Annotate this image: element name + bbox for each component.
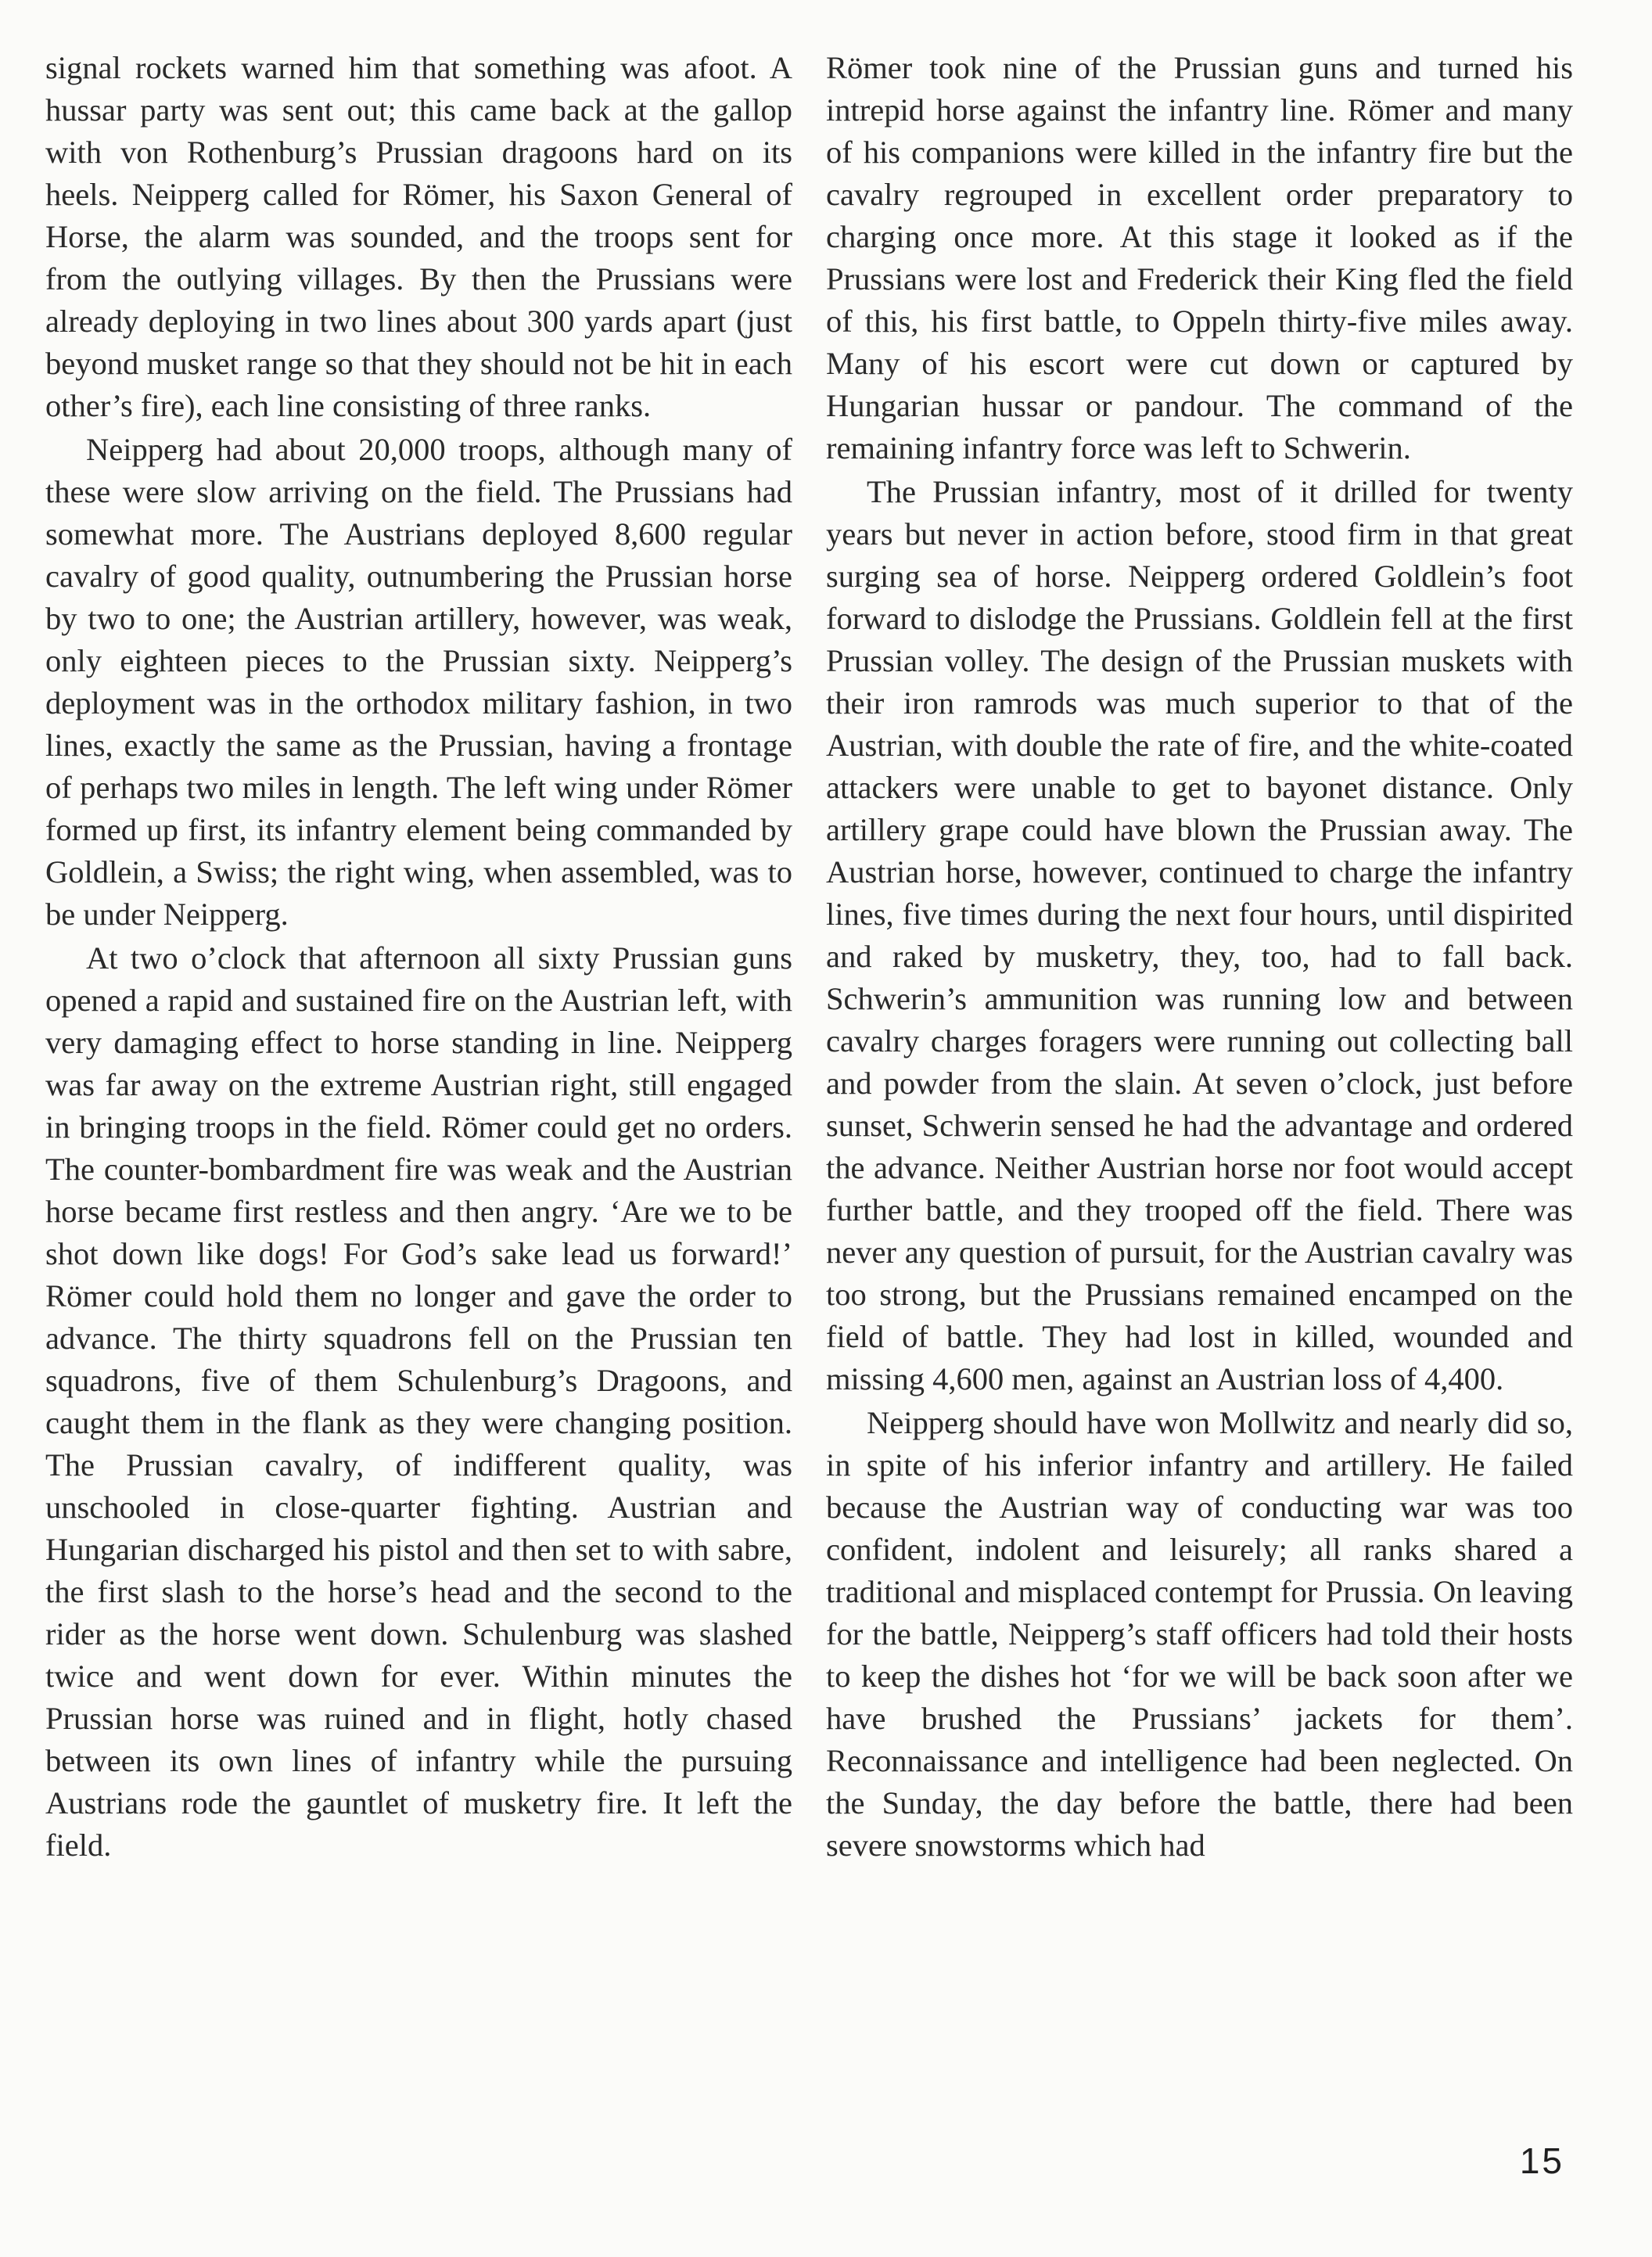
paragraph-left-3: At two o’clock that afternoon all sixty Prussian guns opened a rapid and sustained fire on the Austrian left, with very damaging effect to horse standing in line. Neipperg was far away on the extreme Austrian right, still engaged in bringing troops in the field. Römer could get no orders. The counter-bombardment fire was weak and the Austrian horse became first restless and then angry. ‘Are we to be shot down like dogs! For God’s sake lead us forward!’ Römer could hold them no longer and gave the order to advance. The thirty squadrons fell on the Prussian ten squadrons, five of them Schulenburg’s Dragoons, and caught them in the flank as they were changing position. The Prussian cavalry, of indifferent quality, was unschooled in close-quarter fighting. Austrian and Hungarian discharged his pistol and then set to with sabre, the first slash to the horse’s head and the second to the rider as the horse went down. Schulenburg was slashed twice and went down for ever. Within minutes the Prussian horse was ruined and in flight, hotly chased between its own lines of infantry while the pursuing Austrians rode the gauntlet of musketry fire. It left the field. bbox=[45, 940, 792, 1863]
paragraph-right-1: Römer took nine of the Prussian guns and turned his intrepid horse against the infantry line. Römer and many of his companions were killed in the infantry fire but the cavalry regrouped in excellent order preparatory to charging once more. At this stage it looked as if the Prussians were lost and Frederick their King fled the field of this, his first battle, to Oppeln thirty-five miles away. Many of his escort were cut down or captured by Hungarian hussar or pandour. The command of the remaining infantry force was left to Schwerin. bbox=[826, 50, 1573, 465]
paragraph-right-2: The Prussian infantry, most of it drilled for twenty years but never in action before, stood firm in that great surging sea of horse. Neipperg ordered Goldlein’s foot forward to dislodge the Prussians. Goldlein fell at the first Prussian volley. The design of the Prussian muskets with their iron ramrods was much superior to that of the Austrian, with double the rate of fire, and the white-coated attackers were unable to get to bayonet distance. Only artillery grape could have blown the Prussian away. The Austrian horse, however, continued to charge the infantry lines, five times during the next four hours, until dispirited and raked by musketry, they, too, had to fall back. Schwerin’s ammunition was running low and between cavalry charges foragers were running out collecting ball and powder from the slain. At seven o’clock, just before sunset, Schwerin sensed he had the advantage and ordered the advance. Neither Austrian horse nor foot would accept further battle, and they trooped off the field. There was never any question of pursuit, for the Austrian cavalry was too strong, but the Prussians remained encamped on the field of battle. They had lost in killed, wounded and missing 4,600 men, against an Austrian loss of 4,400. bbox=[826, 474, 1573, 1396]
paragraph-left-2: Neipperg had about 20,000 troops, although many of these were slow arriving on the field. The Prussians had somewhat more. The Austrians deployed 8,600 regular cavalry of good quality, outnumbering the Prussian horse by two to one; the Austrian artillery, however, was weak, only eighteen pieces to the Prussian sixty. Neipperg’s deployment was in the orthodox military fashion, in two lines, exactly the same as the Prussian, having a frontage of perhaps two miles in length. The left wing under Römer formed up first, its infantry element being commanded by Goldlein, a Swiss; the right wing, when assembled, was to be under Neipperg. bbox=[45, 432, 792, 932]
right-column bbox=[826, 47, 1573, 1867]
left-column bbox=[45, 47, 792, 1867]
paragraph-right-3: Neipperg should have won Mollwitz and nearly did so, in spite of his inferior infantry and artillery. He failed because the Austrian way of conducting war was too confident, indolent and leisurely; all ranks shared a traditional and misplaced contempt for Prussia. On leaving for the battle, Neipperg’s staff officers had told their hosts to keep the dishes hot ‘for we will be back soon after we have brushed the Prussians’ jackets for them’. Reconnaissance and intelligence had been neglected. On the Sunday, the day before the battle, there had been severe snowstorms which had bbox=[826, 1405, 1573, 1863]
page-number: 15 bbox=[1519, 2140, 1564, 2181]
paragraph-left-1: signal rockets warned him that something was afoot. A hussar party was sent out; this came back at the gallop with von Rothenburg’s Prussian dragoons hard on its heels. Neipperg called for Römer, his Saxon General of Horse, the alarm was sounded, and the troops sent for from the outlying villages. By then the Prussians were already deploying in two lines about 300 yards apart (just beyond musket range so that they should not be hit in each other’s fire), each line consisting of three ranks. bbox=[45, 50, 792, 423]
